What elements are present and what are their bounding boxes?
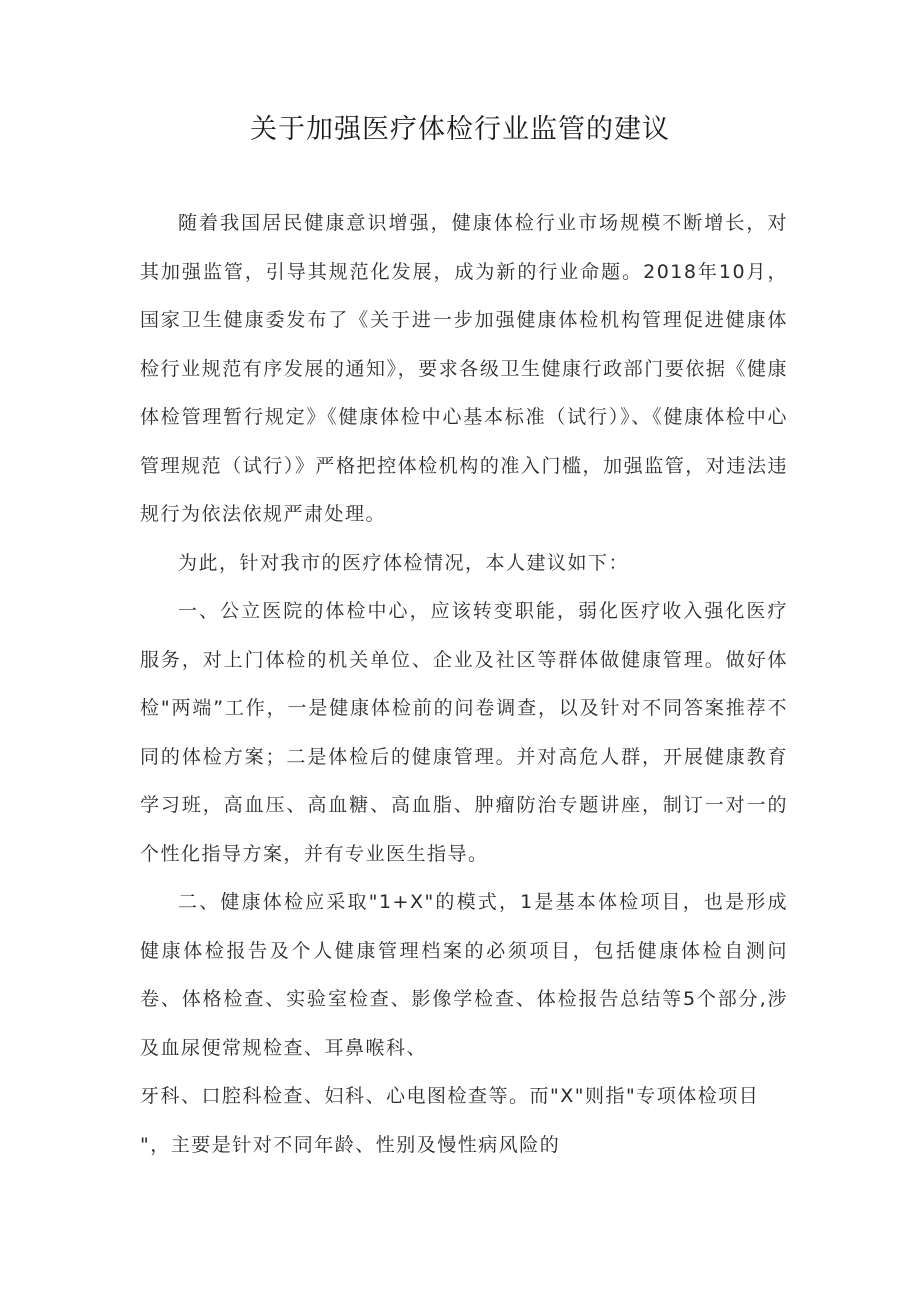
paragraph-continuation-line-1: 牙科、口腔科检查、妇科、心电图检查等。而"X"则指"专项体检项目 — [140, 1085, 760, 1107]
paragraph-intro: 随着我国居民健康意识增强，健康体检行业市场规模不断增长，对其加强监管，引导其规范化发展，成为新的行业命题。2018年10月，国家卫生健康委发布了《关于进一步加强健康体检机构管理促进健康体检行业规范有序发展的通知》，要求各级卫生健康行政部门要依据《健康体检管理暂行规定》《健康体检中心基本标准（试行）》、《健康体检中心管理规范（试行）》严格把控体检机构的准入门槛，加强监管，对违法违规行为依法依规严肃处理。 — [140, 212, 788, 525]
document-body — [140, 199, 788, 1169]
paragraph-suggestion-1: 一、公立医院的体检中心，应该转变职能，弱化医疗收入强化医疗服务，对上门体检的机关单位、企业及社区等群体做健康管理。做好体检"两端”工作，一是健康体检前的问卷调查，以及针对不同答案推荐不同的体检方案；二是体检后的健康管理。并对高危人群，开展健康教育学习班，高血压、高血糖、高血脂、肿瘤防治专题讲座，制订一对一的个性化指导方案，并有专业医生指导。 — [140, 600, 788, 865]
paragraph-suggestion-2: 二、健康体检应采取"1+X"的模式，1是基本体检项目，也是形成健康体检报告及个人健康管理档案的必须项目，包括健康体检自测问卷、体格检查、实验室检查、影像学检查、体检报告总结等5个部分,涉及血尿便常规检查、耳鼻喉科、 — [140, 891, 788, 1059]
paragraph-lead: 为此，针对我市的医疗体检情况，本人建议如下： — [178, 551, 630, 574]
paragraph-continuation-line-2: "，主要是针对不同年龄、性别及慢性病风险的 — [140, 1133, 561, 1156]
document-title: 关于加强医疗体检行业监管的建议 — [250, 114, 670, 145]
